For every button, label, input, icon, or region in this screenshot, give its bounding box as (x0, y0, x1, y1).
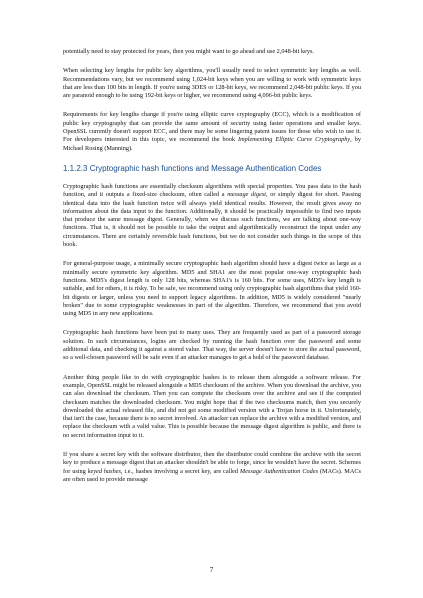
paragraph-public-key-lengths: When selecting key lengths for public key algorithms, you'll usually need to select symmetric key lengths as well. Recommendations vary, but we recommend using 1,024-bit keys when you are willing to work with symmetric keys that are less than 100 bits in length. If you're using 3DES or 128-bit keys, we recommend 2,048-bit public keys. If you are paranoid enough to be using 192-bit keys or higher, we recommend using 4,096-bit public keys. (63, 67, 361, 100)
page-number: 7 (209, 566, 214, 574)
book-title: Implementing Elliptic Curve Cryptography (238, 136, 351, 144)
paragraph-digest-sizes: For general-purpose usage, a minimally secure cryptographic hash algorithm should have a digest twice as large as a minimally secure symmetric key algorithm. MD5 and SHA1 are the most popular one-way cryptographic hash functions. MD5's digest length is only 128 bits, whereas SHA1's is 160 bits. For some uses, MD5's key length is suitable, and for others, it is risky. To be safe, we recommend using only cryptographic hash algorithms that yield 160-bit digests or larger, unless you need to support legacy algorithms. In addition, MD5 is widely considered "nearly broken" due to some cryptographic weaknesses in part of the algorithm. Therefore, we recommend that you avoid using MD5 in any new applications. (63, 260, 361, 318)
paragraph-password-storage: Cryptographic hash functions have been put to many uses. They are frequently used as part of a password storage solution. In such circumstances, logins are checked by running the hash function over the password and some additional data, and checking it against a stored value. That way, the server doesn't have to store the actual password, so a well-chosen password will be safe even if an attacker manages to get a hold of the password database. (63, 329, 361, 362)
paragraph-ecc: Requirements for key lengths change if you're using elliptic curve cryptography (ECC), which is a modification of public key cryptography that can provide the same amount of security using faster operations and smaller keys. OpenSSL currently doesn't support ECC, and there may be some lingering patent issues for those who wish to use it. For developers interested in this topic, we recommend the book Implementing Elliptic Curve Cryptography, by Michael Rosing (Manning). (63, 111, 361, 152)
paragraph-continuation: potentially need to stay protected for years, then you might want to go ahead and use 2,048-bit keys. (63, 48, 314, 55)
section-heading: 1.1.2.3 Cryptographic hash functions and Message Authentication Codes (63, 163, 322, 173)
page-body (63, 48, 361, 495)
term-message-digest: message digest (227, 191, 266, 199)
term-mac: Message Authentication Codes (239, 467, 318, 475)
paragraph-mac: If you share a secret key with the software distributor, then the distributor could combine the archive with the secret key to produce a message digest that an attacker shouldn't be able to forge, since he wouldn't have the secret. Schemes for using keyed hashes, i.e., hashes involving a secret key, are called Message Authentication Codes (MACs). MACs are often used to provide message (63, 450, 361, 483)
term-keyed-hashes: keyed hashes (87, 467, 121, 475)
paragraph-hash-functions-intro: Cryptographic hash functions are essentially checksum algorithms with special properties. You pass data to the hash function, and it outputs a fixed-size checksum, often called a message digest, or simply digest for short. Passing identical data into the hash function twice will always yield identical results. However, the result gives away no information about the data input to the function. Additionally, it should be practically impossible to find two inputs that produce the same message digest. Generally, when we discuss such functions, we are talking about one-way functions. That is, it should not be possible to take the output and algorithmically reconstruct the input under any circumstances. There are certainly reversible hash functions, but we do not consider such things in the scope of this book. (63, 182, 362, 249)
paragraph-release-checksums: Another thing people like to do with cryptographic hashes is to release them alongside a software release. For example, OpenSSL might be released alongside a MD5 checksum of the archive. When you download the archive, you can also download the checksum. Then you can compute the checksum over the archive and see if the computed checksum matches the downloaded checksum. You might hope that if the two checksums match, then you securely downloaded the actual released file, and did not get some modified version with a Trojan horse in it. Unfortunately, that isn't the case, because there is no secret involved. An attacker can replace the archive with a modified version, and replace the checksum with a valid value. This is possible because the message digest algorithm is public, and there is no secret information input to it. (63, 373, 361, 439)
